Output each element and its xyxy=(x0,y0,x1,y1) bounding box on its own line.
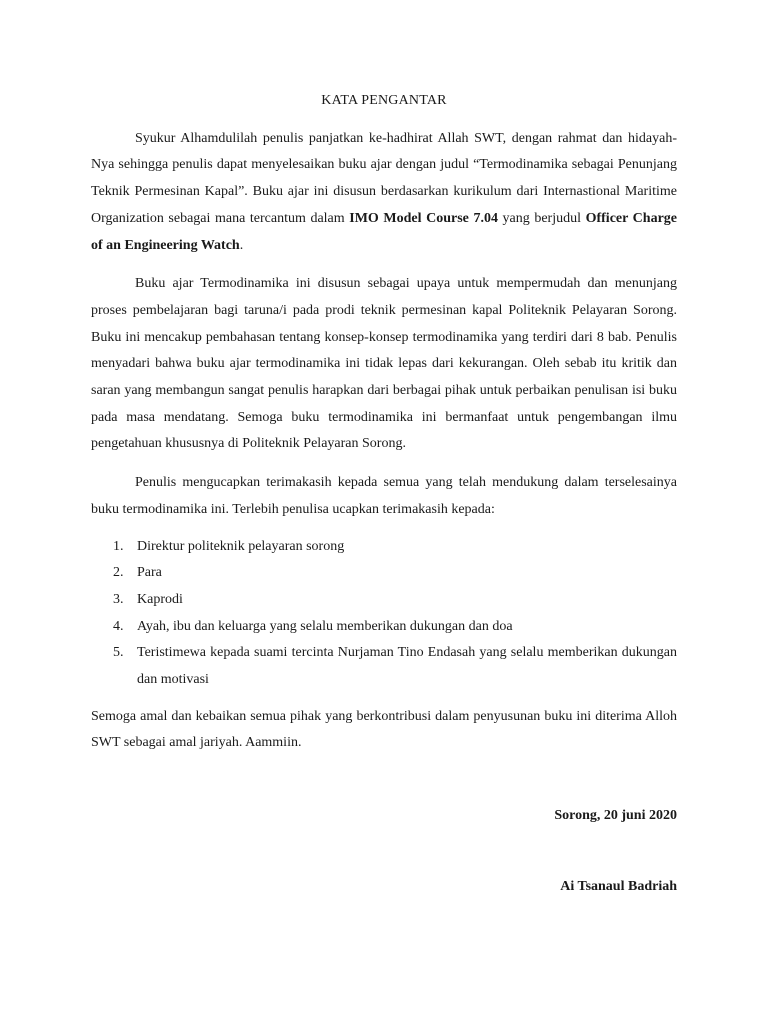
list-item xyxy=(91,534,677,561)
list-item xyxy=(91,560,677,587)
list-item-text: Ayah, ibu dan keluarga yang selalu memberikan dukungan dan doa xyxy=(137,618,513,634)
thanks-list xyxy=(91,534,677,694)
list-item-text: Teristimewa kepada suami tercinta Nurjaman Tino Endasah yang selalu memberikan dukungan dan motivasi xyxy=(137,645,677,688)
list-item-number: 2. xyxy=(113,565,124,581)
list-item-text: Para xyxy=(137,565,162,581)
list-item xyxy=(91,640,677,693)
paragraph-purpose: Buku ajar Termodinamika ini disusun sebagai upaya untuk mempermudah dan menunjang proses pembelajaran bagi taruna/i pada prodi teknik permesinan kapal Politeknik Pelayaran Sorong. Buku ini mencakup pembahasan tentang konsep-konsep termodinamika yang terdiri dari 8 bab. Penulis menyadari bahwa buku ajar termodinamika ini tidak lepas dari kekurangan. Oleh sebab itu kritik dan saran yang membangun sangat penulis harapkan dari berbagai pihak untuk perbaikan penulisan isi buku pada masa mendatang. Semoga buku termodinamika ini bermanfaat untuk pengembangan ilmu pengetahuan khususnya di Politeknik Pelayaran Sorong. xyxy=(91,276,677,452)
list-item xyxy=(91,587,677,614)
list-item xyxy=(91,614,677,641)
course-title-reference: Officer Charge of an Engineering Watch xyxy=(91,210,677,253)
closing-paragraph: Semoga amal dan kebaikan semua pihak yang berkontribusi dalam penyusunan buku ini diterima Alloh SWT sebagai amal jariyah. Aammiin. xyxy=(91,708,677,751)
list-item-number: 1. xyxy=(113,538,124,554)
place-date: Sorong, 20 juni 2020 xyxy=(554,808,677,824)
paragraph-intro-text-2: yang berjudul xyxy=(497,210,586,226)
author-name: Ai Tsanaul Badriah xyxy=(560,878,677,894)
list-item-number: 3. xyxy=(113,591,124,607)
document-page xyxy=(91,88,677,901)
paragraph-intro xyxy=(91,126,677,260)
imo-course-reference: IMO Model Course 7.04 xyxy=(349,210,498,226)
paragraph-intro-text-3: . xyxy=(239,237,244,253)
paragraph-intro-text-1: Syukur Alhamdulilah penulis panjatkan ke-hadhirat Allah SWT, dengan rahmat dan hidayah-Nya sehingga penulis dapat menyelesaikan buku ajar dengan judul “Termodinamika sebagai Penunjang Teknik Permesinan Kapal”. Buku ajar ini disusun berdasarkan kurikulum dari Internastional Maritime Organization sebagai mana tercantum dalam xyxy=(91,130,677,226)
list-item-text: Kaprodi xyxy=(137,591,183,607)
list-item-number: 5. xyxy=(113,645,124,661)
list-item-number: 4. xyxy=(113,618,124,634)
list-item-text: Direktur politeknik pelayaran sorong xyxy=(137,538,345,554)
page-title: KATA PENGANTAR xyxy=(321,93,447,108)
paragraph-thanks: Penulis mengucapkan terimakasih kepada semua yang telah mendukung dalam terselesainya buku termodinamika ini. Terlebih penulisa ucapkan terimakasih kepada: xyxy=(91,475,677,517)
